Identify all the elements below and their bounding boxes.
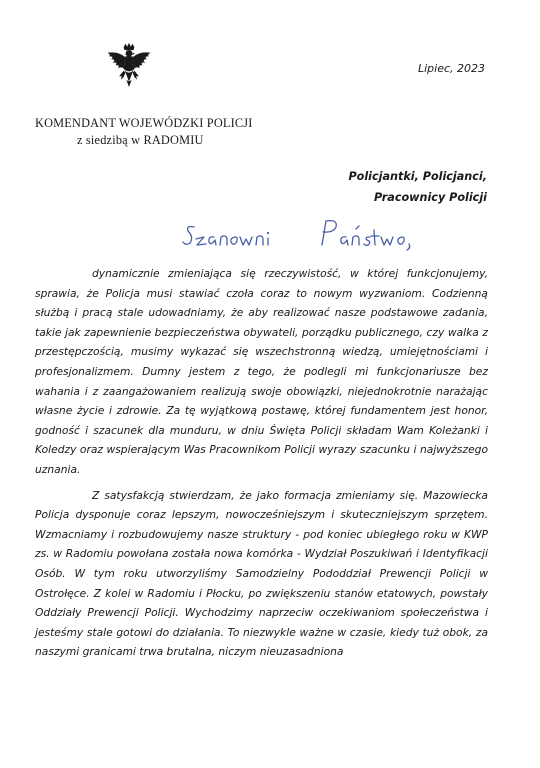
addressee-block: [348, 166, 487, 208]
handwritten-salutation: [180, 215, 450, 255]
addressee-line-1: Policjantki, Policjanci,: [348, 170, 487, 183]
letter-date: Lipiec, 2023: [417, 62, 485, 75]
body-paragraph-1: dynamicznie zmieniająca się rzeczywistość, w której funkcjonujemy, sprawia, że Policja musi stawiać czoła coraz to nowym wyzwaniom. Codzienną służbą i pracą stale udowadniamy, że aby realizować nasze podstawowe zadania, takie jak zapewnienie bezpieczeństwa obywateli, porządku publicznego, czy walka z przestępczością, musimy wykazać się wszechstronną wiedzą, umiejętnościami i profesjonalizmem. Dumny jestem z tego, że podlegli mi funkcjonariusze bez wahania i z zaangażowaniem realizują swoje obowiązki, niejednokrotnie narażając własne życie i zdrowie. Za tę wyjątkową postawę, której fundamentem jest honor, godność i szacunek dla munduru, w dniu Święta Policji składam Wam Koleżanki i Koledzy oraz wspierającym Was Pracownikom Policji wyrazy szacunku i najwyższego uznania.: [35, 267, 488, 476]
letter-body: [35, 264, 488, 662]
polish-eagle-emblem-icon: [102, 42, 156, 96]
institution-title: KOMENDANT WOJEWÓDZKI POLICJI: [35, 116, 253, 130]
addressee-line-2: Pracownicy Policji: [373, 191, 487, 204]
institution-seat: z siedzibą w RADOMIU: [77, 133, 204, 147]
body-paragraph-2: Z satysfakcją stwierdzam, że jako formacja zmieniamy się. Mazowiecka Policja dysponuje coraz lepszym, nowocześniejszym i skuteczniejszym sprzętem. Wzmacniamy i rozbudowujemy nasze struktury - pod koniec ubiegłego roku w KWP zs. w Radomiu powołana została nowa komórka - Wydział Poszukiwań i Identyfikacji Osób. W tym roku utworzyliśmy Samodzielny Pododdział Prewencji Policji w Ostrołęce. Z kolei w Radomiu i Płocku, po zwiększeniu stanów etatowych, powstały Oddziały Prewencji Policji. Wychodzimy naprzeciw oczekiwaniom społeczeństwa i jesteśmy stale gotowi do działania. To niezwykle ważne w czasie, kiedy tuż obok, za naszymi granicami trwa brutalna, niczym nieuzasadniona: [35, 488, 488, 659]
